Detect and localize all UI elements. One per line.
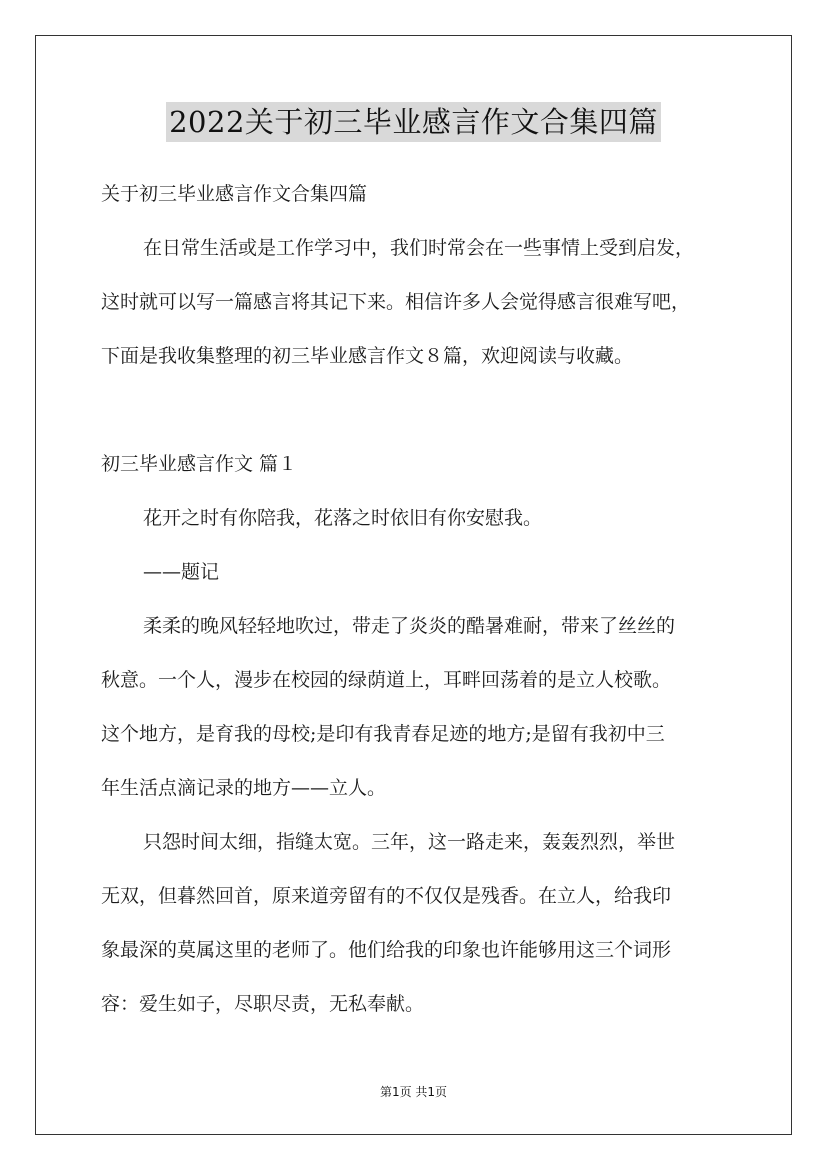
paragraph-line: 柔柔的晚风轻轻地吹过，带走了炎炎的酷暑难耐，带来了丝丝的 <box>143 615 676 637</box>
intro-line: 在日常生活或是工作学习中，我们时常会在一些事情上受到启发， <box>143 237 695 259</box>
title-container <box>0 102 827 142</box>
quote-text: 花开之时有你陪我，花落之时依旧有你安慰我。 <box>143 507 543 529</box>
page-footer: 第1页 共1页 <box>379 1085 448 1099</box>
paragraph-line: 只怨时间太细，指缝太宽。三年，这一路走来，轰轰烈烈，举世 <box>143 831 676 853</box>
paragraph-line: 秋意。一个人，漫步在校园的绿荫道上，耳畔回荡着的是立人校歌。 <box>101 669 672 691</box>
intro-line: 下面是我收集整理的初三毕业感言作文８篇，欢迎阅读与收藏。 <box>101 345 634 367</box>
quote-note: ——题记 <box>143 561 220 583</box>
paragraph-line: 年生活点滴记录的地方——立人。 <box>101 777 387 799</box>
paragraph-line: 这个地方，是育我的母校;是印有我青春足迹的地方;是留有我初中三 <box>101 723 665 745</box>
paragraph-line: 无双，但暮然回首，原来道旁留有的不仅仅是残香。在立人，给我印 <box>101 885 672 907</box>
document-title: 2022关于初三毕业感言作文合集四篇 <box>166 102 661 142</box>
document-subtitle: 关于初三毕业感言作文合集四篇 <box>101 183 368 205</box>
paragraph-line: 容：爱生如子，尽职尽责，无私奉献。 <box>101 993 425 1015</box>
paragraph-line: 象最深的莫属这里的老师了。他们给我的印象也许能够用这三个词形 <box>101 939 672 961</box>
intro-line: 这时就可以写一篇感言将其记下来。相信许多人会觉得感言很难写吧， <box>101 291 691 313</box>
section-heading: 初三毕业感言作文 篇１ <box>101 453 298 475</box>
